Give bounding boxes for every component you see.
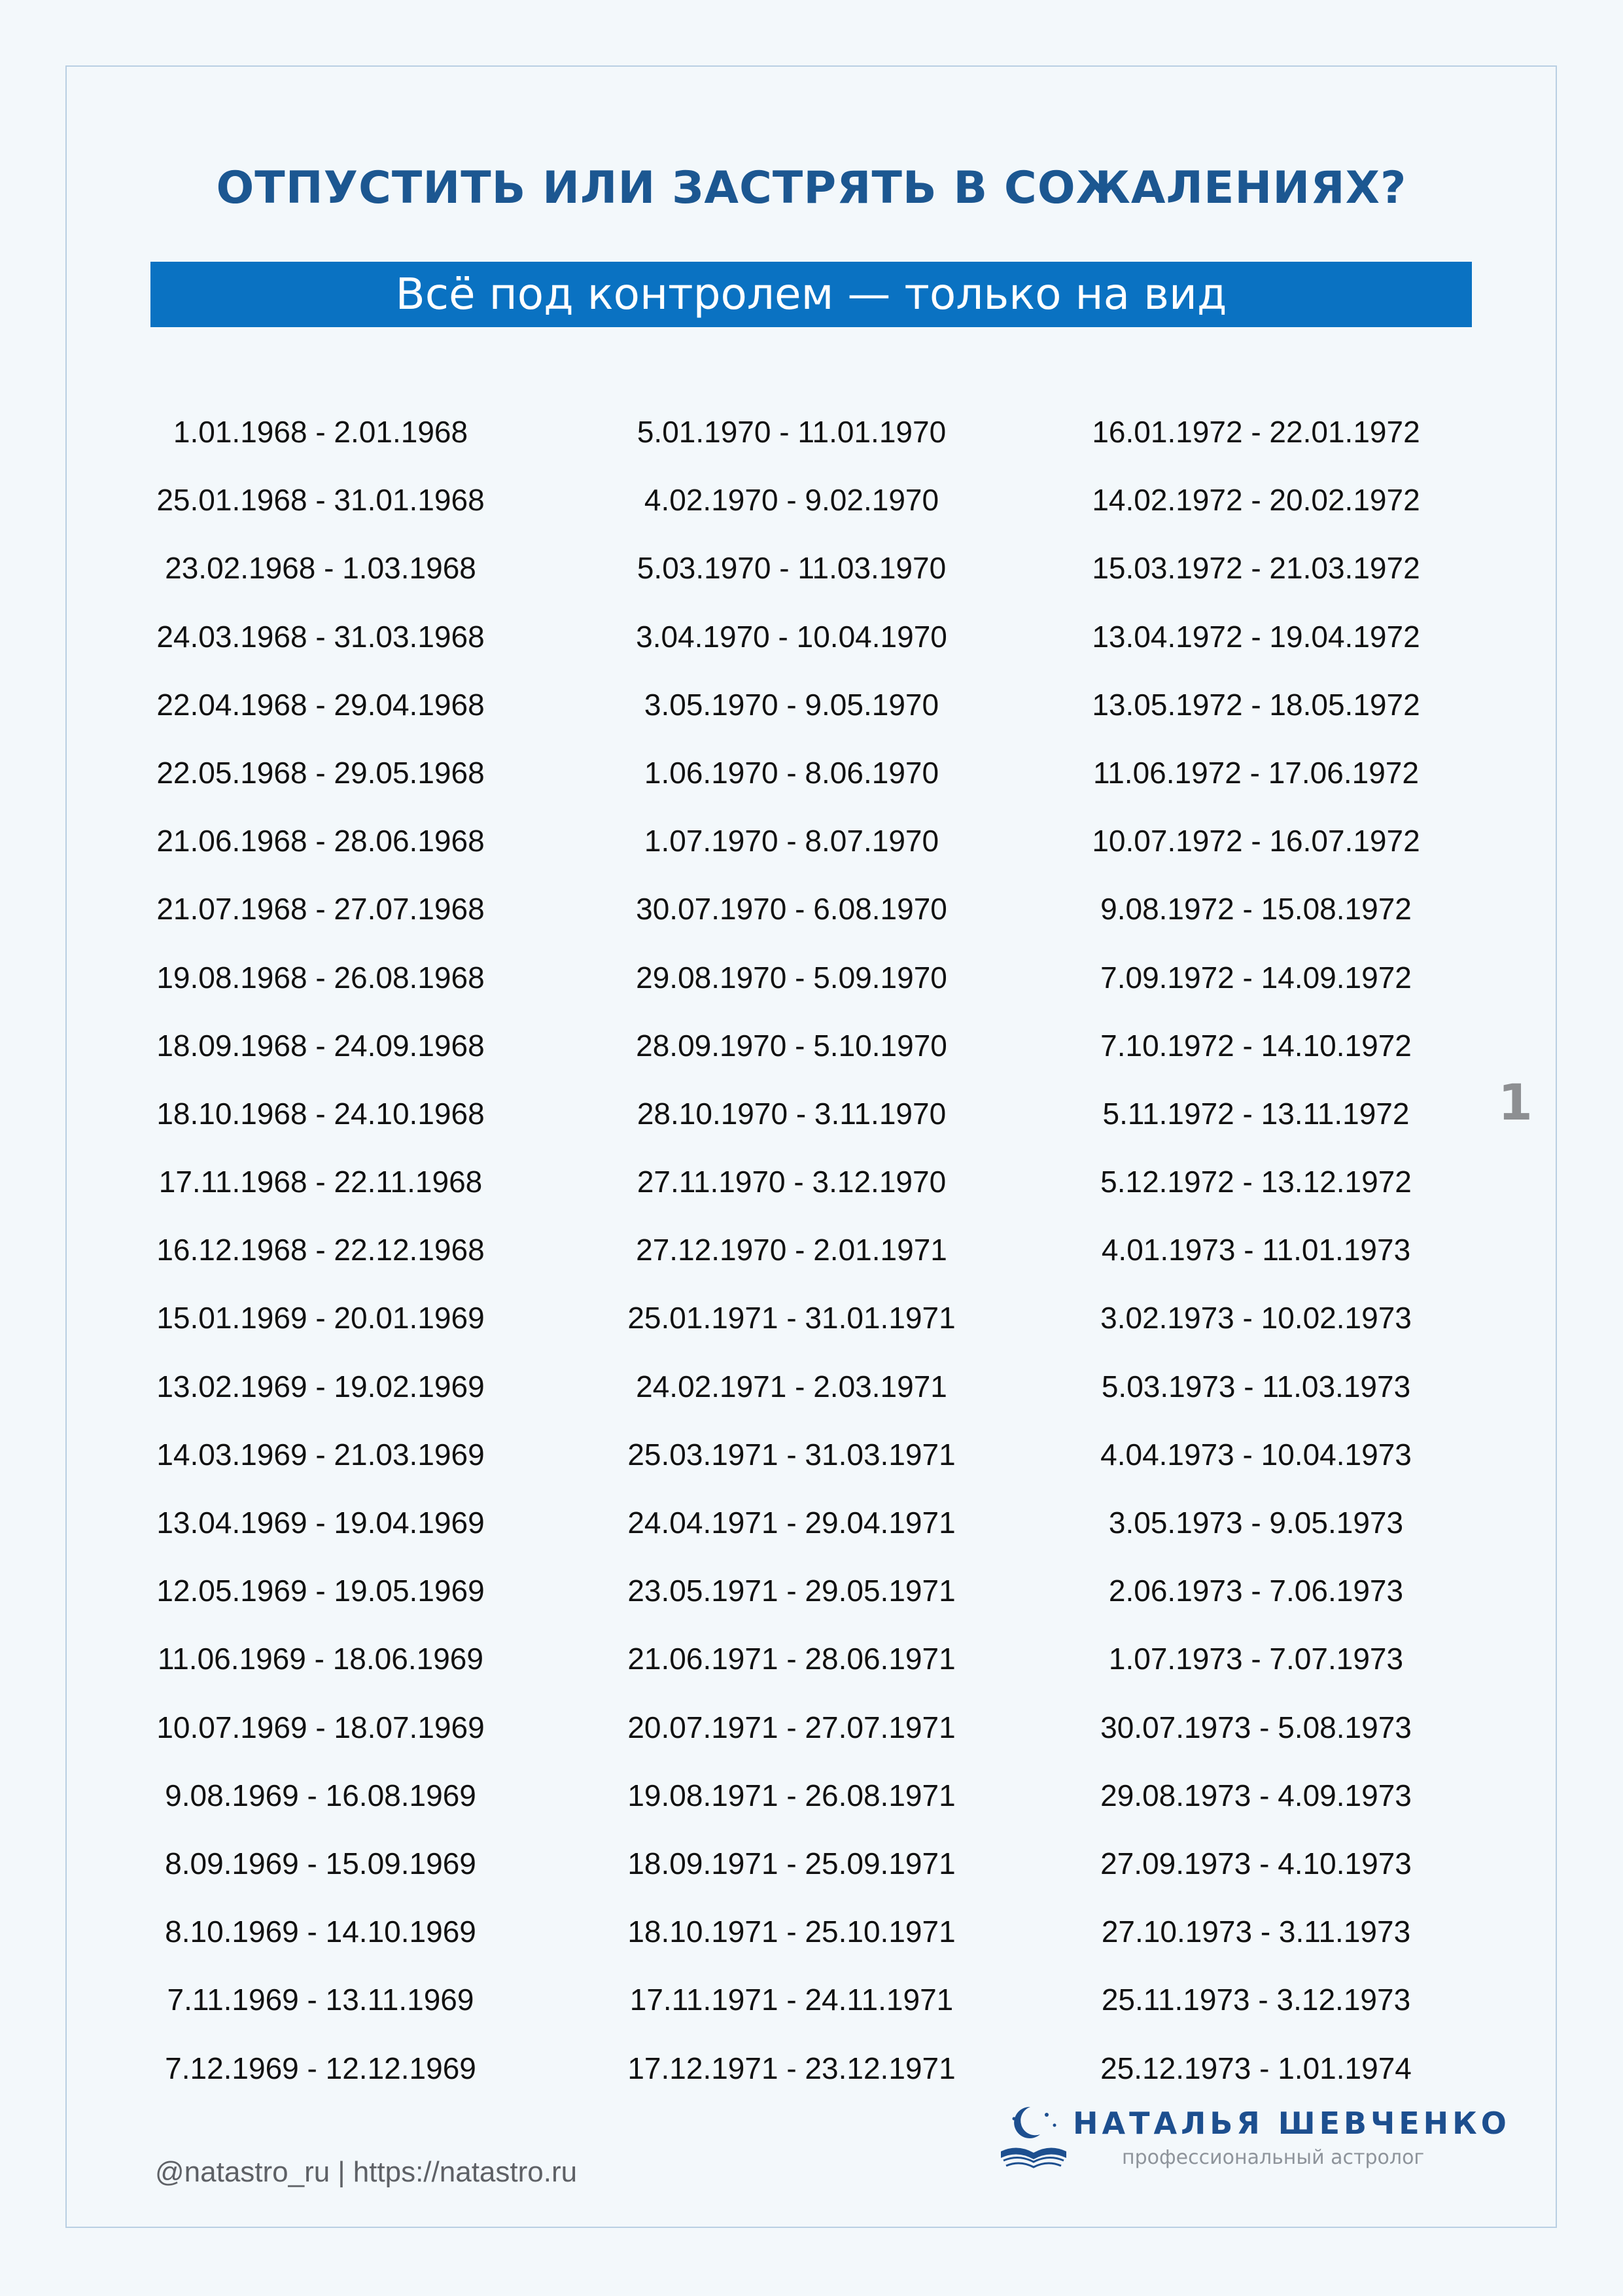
- date-range-item: 4.02.1970 - 9.02.1970: [644, 483, 939, 518]
- date-range-item: 13.04.1969 - 19.04.1969: [156, 1506, 485, 1540]
- date-range-item: 19.08.1968 - 26.08.1968: [156, 960, 485, 995]
- date-range-item: 16.01.1972 - 22.01.1972: [1092, 415, 1420, 449]
- date-range-item: 4.04.1973 - 10.04.1973: [1100, 1437, 1412, 1472]
- date-range-item: 3.02.1973 - 10.02.1973: [1100, 1301, 1412, 1335]
- date-column-2: [556, 409, 1027, 2113]
- date-range-item: 25.03.1971 - 31.03.1971: [627, 1437, 956, 1472]
- date-range-item: 27.09.1973 - 4.10.1973: [1100, 1846, 1412, 1881]
- date-range-item: 5.11.1972 - 13.11.1972: [1102, 1096, 1410, 1131]
- date-range-item: 24.02.1971 - 2.03.1971: [636, 1369, 947, 1404]
- date-range-item: 1.06.1970 - 8.06.1970: [644, 755, 939, 790]
- date-column-3: [1021, 409, 1492, 2113]
- date-range-item: 17.11.1971 - 24.11.1971: [629, 1983, 954, 2017]
- date-range-item: 5.01.1970 - 11.01.1970: [637, 415, 947, 449]
- date-range-item: 9.08.1972 - 15.08.1972: [1100, 892, 1412, 927]
- date-range-item: 28.09.1970 - 5.10.1970: [636, 1028, 947, 1063]
- date-range-item: 5.03.1973 - 11.03.1973: [1101, 1369, 1411, 1404]
- date-range-item: 27.10.1973 - 3.11.1973: [1101, 1915, 1411, 1949]
- date-range-item: 3.05.1970 - 9.05.1970: [644, 687, 939, 722]
- date-range-item: 11.06.1972 - 17.06.1972: [1093, 755, 1419, 790]
- date-range-item: 27.12.1970 - 2.01.1971: [636, 1233, 947, 1267]
- date-column-1: [85, 409, 556, 2113]
- date-range-item: 17.12.1971 - 23.12.1971: [627, 2051, 956, 2085]
- date-range-item: 25.01.1971 - 31.01.1971: [627, 1301, 956, 1335]
- date-range-item: 29.08.1970 - 5.09.1970: [636, 960, 947, 995]
- date-range-item: 20.07.1971 - 27.07.1971: [627, 1710, 956, 1744]
- date-range-item: 5.12.1972 - 13.12.1972: [1100, 1165, 1412, 1199]
- footer-separator: |: [338, 2156, 345, 2188]
- date-range-item: 7.12.1969 - 12.12.1969: [165, 2051, 476, 2085]
- date-range-item: 25.11.1973 - 3.12.1973: [1101, 1983, 1411, 2017]
- page-title: ОТПУСТИТЬ ИЛИ ЗАСТРЯТЬ В СОЖАЛЕНИЯХ?: [216, 162, 1407, 214]
- date-range-item: 24.04.1971 - 29.04.1971: [627, 1506, 956, 1540]
- date-range-item: 30.07.1973 - 5.08.1973: [1100, 1710, 1412, 1744]
- date-range-item: 1.07.1973 - 7.07.1973: [1108, 1642, 1404, 1676]
- website-link[interactable]: https://natastro.ru: [353, 2156, 578, 2188]
- date-range-item: 4.01.1973 - 11.01.1973: [1101, 1233, 1411, 1267]
- date-range-item: 29.08.1973 - 4.09.1973: [1100, 1778, 1412, 1812]
- date-range-item: 7.09.1972 - 14.09.1972: [1100, 960, 1412, 995]
- social-handle-link[interactable]: @natastro_ru: [155, 2156, 330, 2188]
- date-range-item: 15.03.1972 - 21.03.1972: [1092, 551, 1420, 586]
- date-range-item: 17.11.1968 - 22.11.1968: [158, 1165, 483, 1199]
- date-range-item: 2.06.1973 - 7.06.1973: [1108, 1574, 1404, 1608]
- footer-links: [155, 2156, 577, 2189]
- date-range-item: 7.11.1969 - 13.11.1969: [167, 1983, 474, 2017]
- logo-name: НАТАЛЬЯ ШЕВЧЕНКО: [1073, 2106, 1510, 2141]
- date-range-item: 18.10.1971 - 25.10.1971: [627, 1915, 956, 1949]
- date-range-item: 18.10.1968 - 24.10.1968: [156, 1096, 485, 1131]
- date-range-item: 10.07.1969 - 18.07.1969: [156, 1710, 485, 1744]
- date-range-item: 21.07.1968 - 27.07.1968: [156, 892, 485, 927]
- date-range-item: 19.08.1971 - 26.08.1971: [627, 1778, 956, 1812]
- subtitle-banner: Всё под контролем — только на вид: [150, 262, 1472, 327]
- date-range-item: 28.10.1970 - 3.11.1970: [637, 1096, 947, 1131]
- date-range-item: 15.01.1969 - 20.01.1969: [156, 1301, 485, 1335]
- date-range-item: 5.03.1970 - 11.03.1970: [637, 551, 947, 586]
- date-range-item: 3.04.1970 - 10.04.1970: [636, 619, 947, 654]
- date-range-item: 7.10.1972 - 14.10.1972: [1100, 1028, 1412, 1063]
- date-range-item: 23.05.1971 - 29.05.1971: [627, 1574, 956, 1608]
- date-range-item: 18.09.1971 - 25.09.1971: [627, 1846, 956, 1881]
- date-range-item: 22.04.1968 - 29.04.1968: [156, 687, 485, 722]
- date-range-item: 1.01.1968 - 2.01.1968: [173, 415, 468, 449]
- book-moon-stars-icon: [994, 2100, 1073, 2172]
- date-range-item: 1.07.1970 - 8.07.1970: [644, 824, 939, 858]
- date-range-item: 13.05.1972 - 18.05.1972: [1092, 687, 1420, 722]
- date-range-item: 8.09.1969 - 15.09.1969: [165, 1846, 476, 1881]
- date-range-item: 21.06.1968 - 28.06.1968: [156, 824, 485, 858]
- date-range-item: 10.07.1972 - 16.07.1972: [1092, 824, 1420, 858]
- date-range-item: 22.05.1968 - 29.05.1968: [156, 755, 485, 790]
- brand-logo: [988, 2094, 1510, 2179]
- date-range-item: 25.12.1973 - 1.01.1974: [1100, 2051, 1412, 2085]
- date-range-item: 14.02.1972 - 20.02.1972: [1092, 483, 1420, 518]
- date-range-item: 8.10.1969 - 14.10.1969: [165, 1915, 476, 1949]
- date-range-item: 14.03.1969 - 21.03.1969: [156, 1437, 485, 1472]
- date-range-item: 13.04.1972 - 19.04.1972: [1092, 619, 1420, 654]
- date-range-item: 16.12.1968 - 22.12.1968: [156, 1233, 485, 1267]
- date-range-item: 12.05.1969 - 19.05.1969: [156, 1574, 485, 1608]
- date-range-item: 21.06.1971 - 28.06.1971: [627, 1642, 956, 1676]
- date-range-item: 30.07.1970 - 6.08.1970: [636, 892, 947, 927]
- page-number: 1: [1498, 1073, 1533, 1131]
- date-range-item: 24.03.1968 - 31.03.1968: [156, 619, 485, 654]
- date-range-item: 25.01.1968 - 31.01.1968: [156, 483, 485, 518]
- date-range-item: 9.08.1969 - 16.08.1969: [165, 1778, 476, 1812]
- date-range-item: 27.11.1970 - 3.12.1970: [637, 1165, 947, 1199]
- date-range-item: 23.02.1968 - 1.03.1968: [165, 551, 476, 586]
- date-range-item: 11.06.1969 - 18.06.1969: [158, 1642, 483, 1676]
- logo-tagline: профессиональный астролог: [1122, 2146, 1425, 2169]
- date-range-item: 3.05.1973 - 9.05.1973: [1108, 1506, 1404, 1540]
- date-range-item: 13.02.1969 - 19.02.1969: [156, 1369, 485, 1404]
- date-range-item: 18.09.1968 - 24.09.1968: [156, 1028, 485, 1063]
